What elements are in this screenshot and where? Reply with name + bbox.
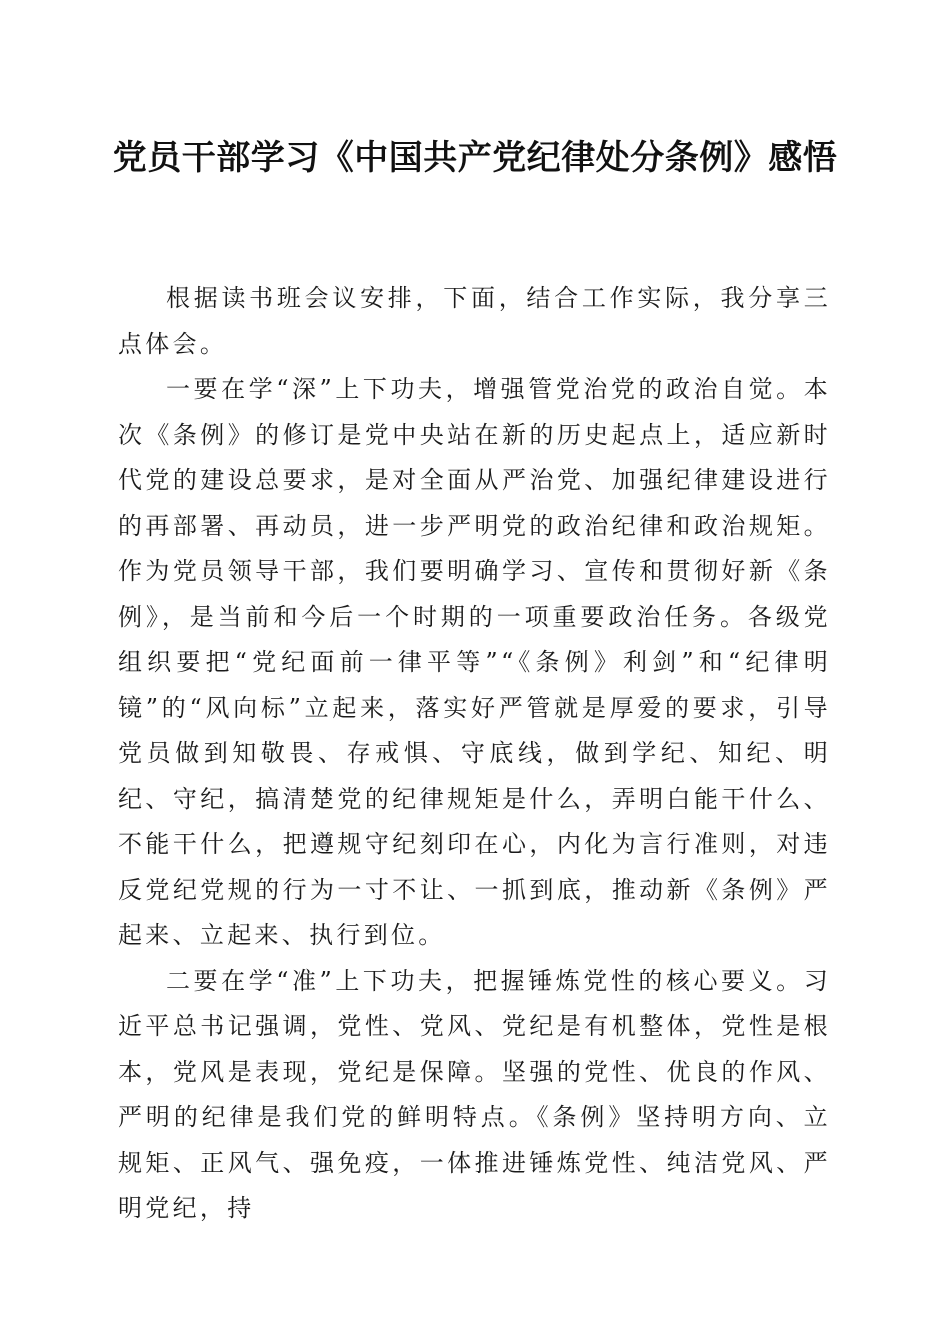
document-title: 党员干部学习《中国共产党纪律处分条例》感悟: [112, 138, 838, 178]
paragraph-point-two: 二要在学“准”上下功夫，把握锤炼党性的核心要义。习近平总书记强调，党性、党风、党纪是有机整体，党性是根本，党风是表现，党纪是保障。坚强的党性、优良的作风、严明的纪律是我们党的鲜明特点。《条例》坚持明方向、立规矩、正风气、强免疫，一体推进锤炼党性、纯洁党风、严明党纪，持: [118, 966, 831, 1222]
paragraph-point-one: 一要在学“深”上下功夫，增强管党治党的政治自觉。本次《条例》的修订是党中央站在新的历史起点上，适应新时代党的建设总要求，是对全面从严治党、加强纪律建设进行的再部署、再动员，进一步严明党的政治纪律和政治规矩。作为党员领导干部，我们要明确学习、宣传和贯彻好新《条例》，是当前和今后一个时期的一项重要政治任务。各级党组织要把“党纪面前一律平等”“《条例》利剑”和“纪律明镜”的“风向标”立起来，落实好严管就是厚爱的要求，引导党员做到知敬畏、存戒惧、守底线，做到学纪、知纪、明纪、守纪，搞清楚党的纪律规矩是什么，弄明白能干什么、不能干什么，把遵规守纪刻印在心，内化为言行准则，对违反党纪党规的行为一寸不让、一抓到底，推动新《条例》严起来、立起来、执行到位。: [118, 375, 831, 949]
paragraph-intro: 根据读书班会议安排，下面，结合工作实际，我分享三点体会。: [118, 284, 831, 358]
document-body: [118, 276, 831, 1232]
